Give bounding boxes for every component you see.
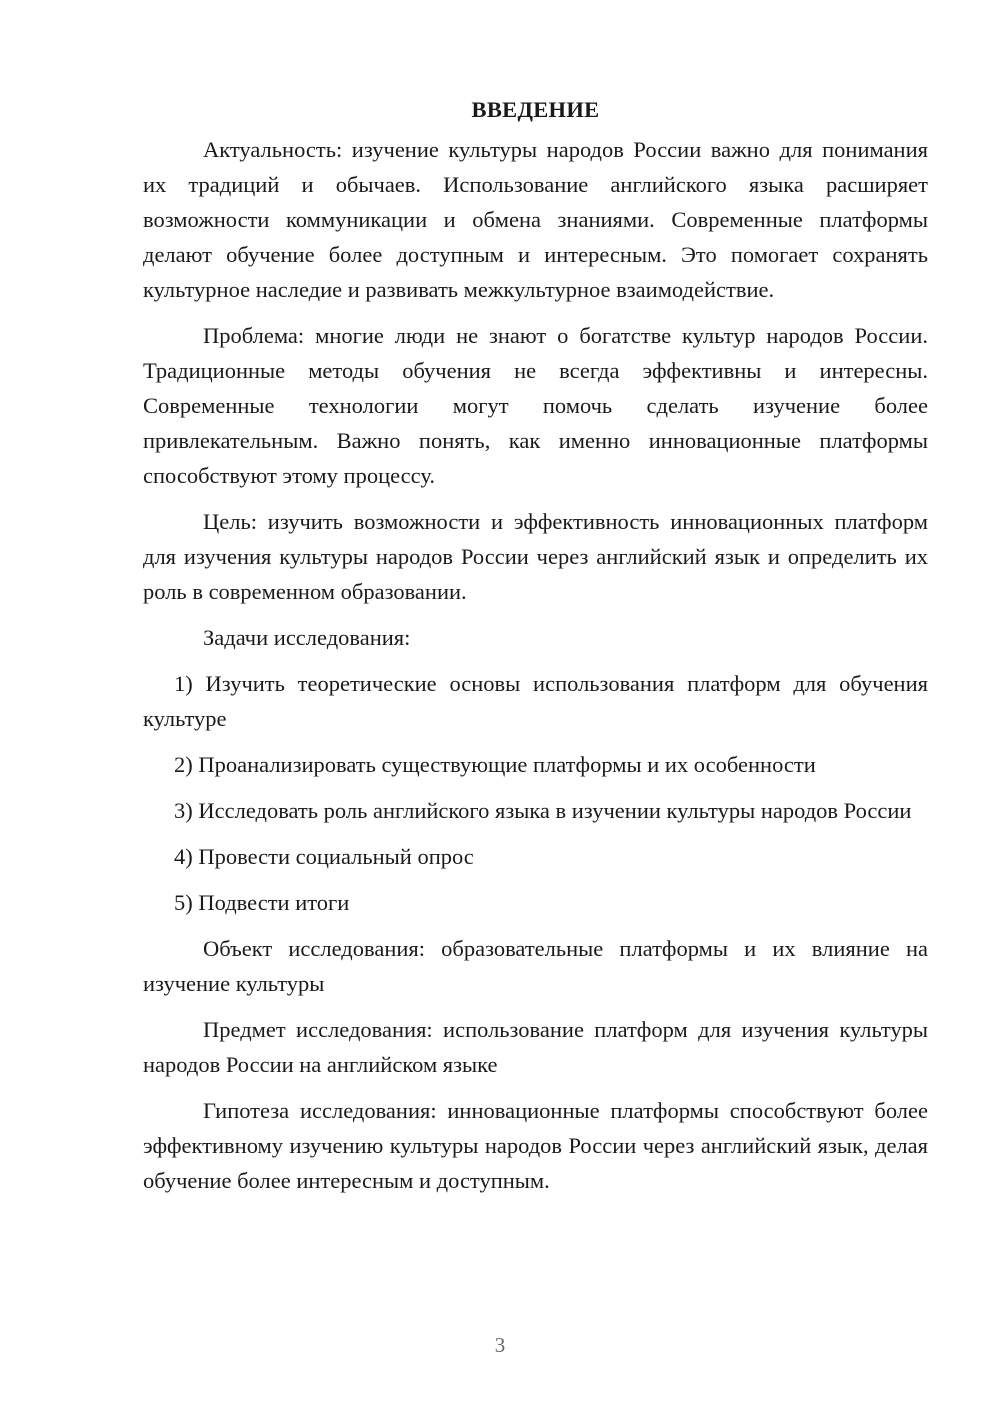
tasks-heading: Задачи исследования: bbox=[203, 625, 411, 650]
object-paragraph: Объект исследования: образовательные платформы и их влияние на изучение культуры bbox=[143, 936, 928, 996]
goal-paragraph: Цель: изучить возможности и эффективность инновационных платформ для изучения культуры народов России через английский язык и определить их роль в современном образовании. bbox=[143, 509, 928, 604]
problem-paragraph: Проблема: многие люди не знают о богатстве культур народов России. Традиционные методы обучения не всегда эффективны и интересны. Современные технологии могут помочь сделать изучение более привлекательным. Важно понять, как именно инновационные платформы способствуют этому процессу. bbox=[143, 323, 928, 488]
subject-paragraph: Предмет исследования: использование платформ для изучения культуры народов России на английском языке bbox=[143, 1017, 928, 1077]
page-number: 3 bbox=[494, 1333, 506, 1357]
task-item-5: 5) Подвести итоги bbox=[174, 890, 350, 915]
task-item-1: 1) Изучить теоретические основы использования платформ для обучения культуре bbox=[143, 671, 928, 731]
task-item-2: 2) Проанализировать существующие платформы и их особенности bbox=[174, 752, 816, 777]
text-column bbox=[143, 92, 928, 1209]
page-title: ВВЕДЕНИЕ bbox=[471, 97, 600, 122]
hypothesis-paragraph: Гипотеза исследования: инновационные платформы способствуют более эффективному изучению культуры народов России через английский язык, делая обучение более интересным и доступным. bbox=[143, 1098, 928, 1193]
task-item-3: 3) Исследовать роль английского языка в изучении культуры народов России bbox=[174, 798, 912, 823]
task-item-4: 4) Провести социальный опрос bbox=[174, 844, 474, 869]
relevance-paragraph: Актуальность: изучение культуры народов России важно для понимания их традиций и обычаев. Использование английского языка расширяет возможности коммуникации и обмена знаниями. Современные платформы делают обучение более доступным и интересным. Это помогает сохранять культурное наследие и развивать межкультурное взаимодействие. bbox=[143, 137, 928, 302]
